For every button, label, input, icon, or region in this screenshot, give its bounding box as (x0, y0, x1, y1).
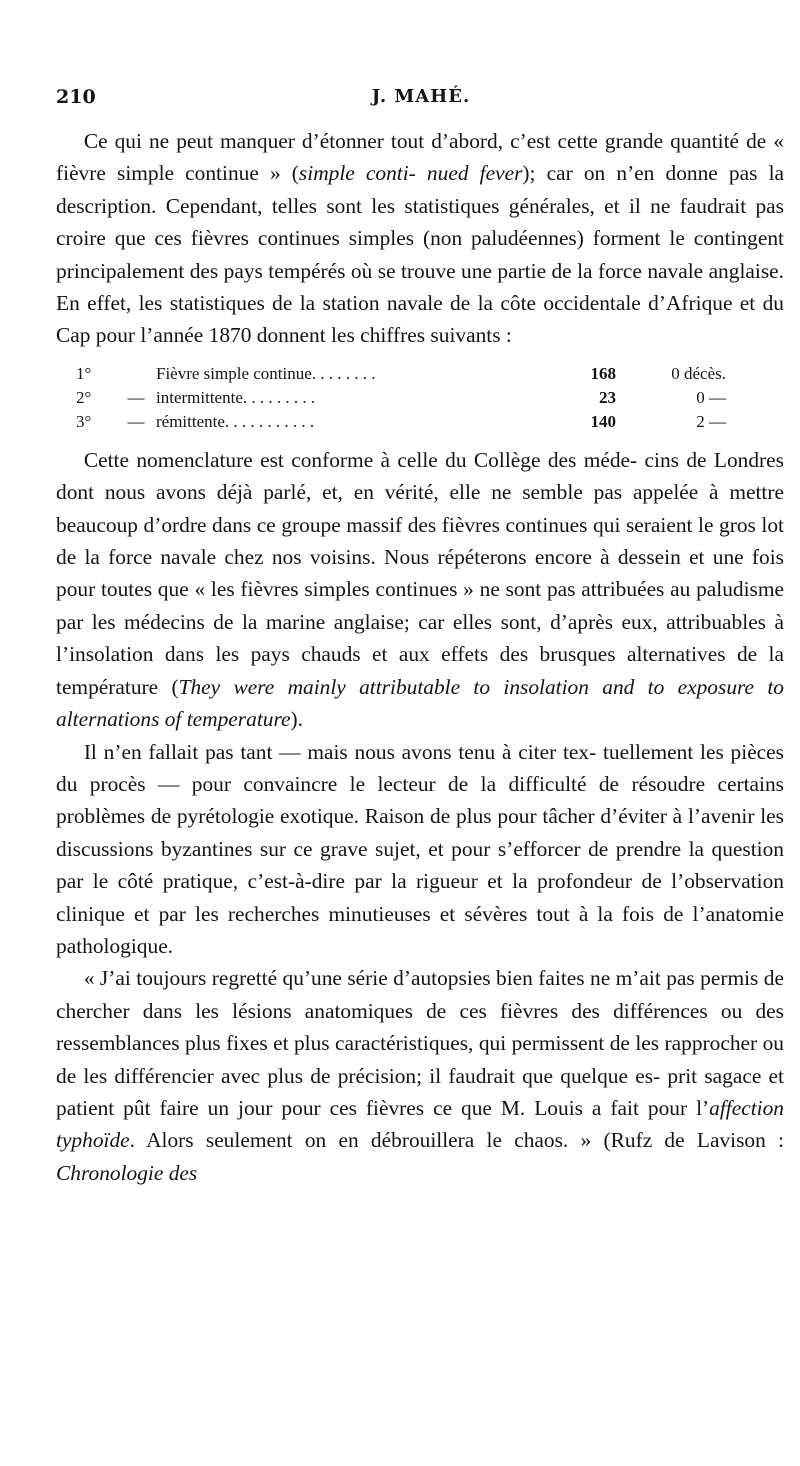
statistics-row (76, 362, 726, 386)
page-header (56, 86, 786, 118)
row-label: rémittente. . . . . . . . . . . (156, 411, 315, 431)
paragraph-1-lead: Ce qui ne peut manquer d’étonner tout d’abord, c’est cette grande quantité de « fièvre simple continue » ( (56, 129, 784, 186)
statistics-row (76, 410, 726, 434)
running-head: J. MAHÉ. (371, 86, 471, 107)
statistics-row (76, 386, 726, 410)
row-count: 168 (590, 363, 616, 383)
body-text (56, 125, 784, 1189)
row-dash: — (127, 411, 145, 431)
row-number: 1° (76, 363, 92, 383)
paragraph-1 (56, 125, 784, 352)
paragraph-1-italic: simple conti- nued fever (298, 161, 523, 186)
paragraph-3: Il n’en fallait pas tant — mais nous avons tenu à citer tex- tuellement les pièces du procès — pour convaincre le lecteur de la difficulté de résoudre certains problèmes de pyrétologie exotique. Raison de plus pour tâcher d’éviter à l’avenir les discussions byzantines sur ce grave sujet, et pour s’efforcer de prendre la question par le côté pratique, c’est-à-dire par la rigueur et la profondeur de l’observation clinique et par les recherches minutieuses et sévères tout à la fois de l’anatomie pathologique. (56, 739, 784, 958)
row-dash: — (127, 387, 145, 407)
row-deaths: 0 décès. (671, 363, 726, 383)
paragraph-4-mid: . Alors seulement on en débrouillera le chaos. » (Rufz de Lavison : (129, 1128, 784, 1153)
paragraph-2-tail: ). (290, 707, 303, 732)
statistics-table (76, 362, 726, 434)
page-number: 210 (56, 86, 96, 108)
paragraph-4-italic-title: Chronologie des (56, 1160, 198, 1185)
paragraph-2-lead: Cette nomenclature est conforme à celle du Collège des méde- cins de Londres dont nous avons déjà parlé, et, en vérité, elle ne semble pas appelée à mettre beaucoup d’ordre dans ce groupe massif des fièvres continues qui seraient le gros lot de la force navale chez nos voisins. Nous répéterons encore à dessein et une fois pour toutes que « les fièvres simples continues » ne sont pas attribuées au paludisme par les médecins de la marine anglaise; car elles sont, d’après eux, attribuables à l’insolation dans les pays chauds et aux effets des brusques alternatives de la température ( (56, 447, 784, 699)
paragraph-2 (56, 444, 784, 736)
paragraph-1-tail: ); car on n’en donne pas la description. Cependant, telles sont les statistiques générales, et il ne faudrait pas croire que ces fièvres continues simples (non paludéennes) forment le contingent principalement des pays tempérés où se trouve une partie de la force navale anglaise. En effet, les statistiques de la station navale de la côte occidentale d’Afrique et du Cap pour l’année 1870 donnent les chiffres suivants : (56, 161, 785, 348)
row-deaths: 2 — (696, 411, 726, 431)
paragraph-2-italic: They were mainly attributable to insolation and to exposure to alternations of temperature (56, 674, 784, 732)
row-number: 3° (76, 411, 92, 431)
row-deaths: 0 — (696, 387, 726, 407)
paragraph-4-italic: affection typhoïde (56, 1095, 784, 1153)
row-count: 140 (590, 411, 616, 431)
row-label: intermittente. . . . . . . . . (156, 387, 316, 407)
row-number: 2° (76, 387, 92, 407)
paragraph-4 (56, 962, 784, 1189)
row-label: Fièvre simple continue. . . . . . . . (156, 363, 376, 383)
row-count: 23 (599, 387, 616, 407)
paragraph-4-lead: « J’ai toujours regretté qu’une série d’autopsies bien faites ne m’ait pas permis de chercher dans les lésions anatomiques de ces fièvres des différences ou des ressemblances plus fixes et plus caractéristiques, qui permissent de les rapprocher ou de les différencier avec plus de précision; il faudrait que quelque es- prit sagace et patient pût faire un jour pour ces fièvres ce que M. Louis a fait pour l’ (56, 966, 784, 1120)
